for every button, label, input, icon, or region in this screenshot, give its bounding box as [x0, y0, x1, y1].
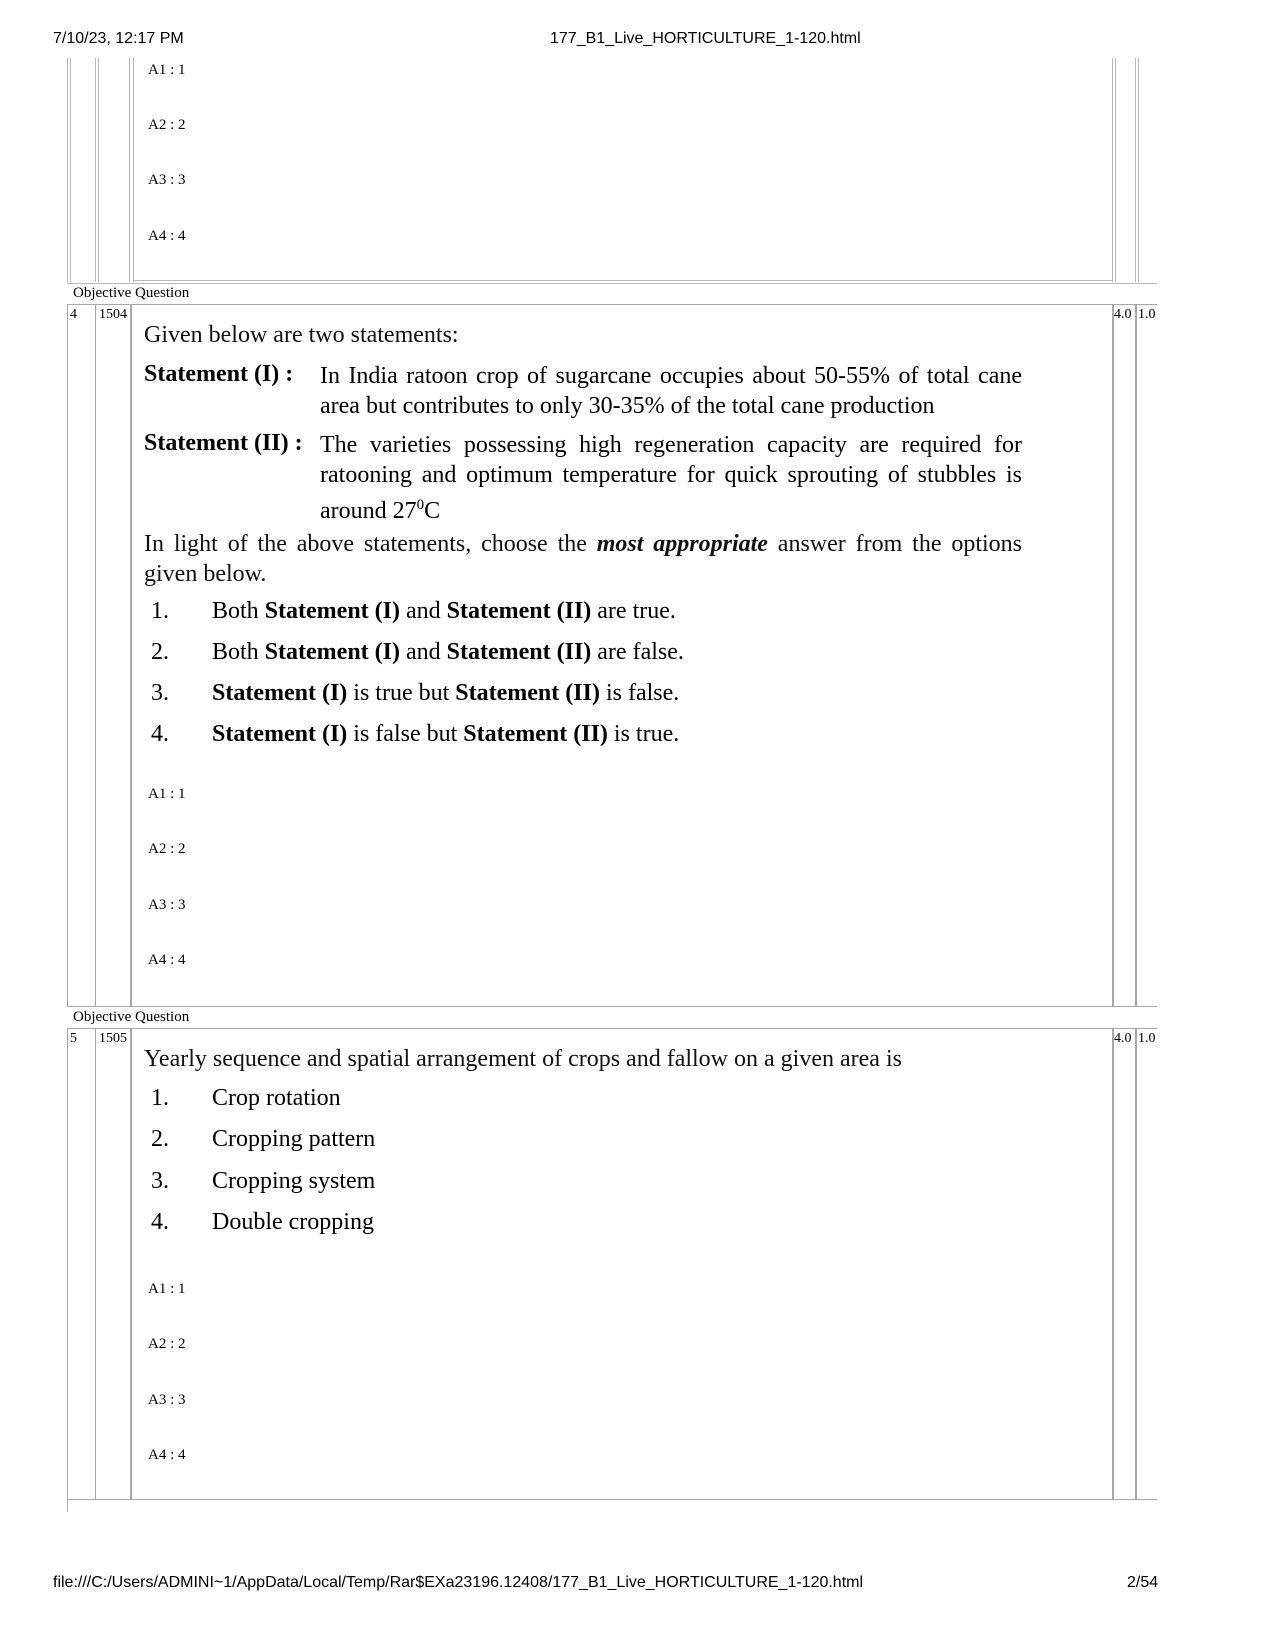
q4-option-3-number: 3. — [151, 680, 169, 706]
q5-option-2-text: Cropping pattern — [212, 1126, 376, 1152]
print-datetime: 7/10/23, 12:17 PM — [53, 30, 184, 47]
print-file-path: file:///C:/Users/ADMINI~1/AppData/Local/Temp/Rar$EXa23196.12408/177_B1_Live_HORTICULTURE_1-120.html — [53, 1574, 864, 1591]
prev-answer-2: A2 : 2 — [148, 117, 186, 133]
prev-answer-1: A1 : 1 — [148, 62, 186, 78]
q4-answer-3: A3 : 3 — [148, 897, 186, 913]
q4-marks: 4.0 — [1114, 307, 1132, 322]
q4-option-3-text: Statement (I) is true but Statement (II) is false. — [212, 680, 680, 706]
q4-prompt-emphasis: most appropriate — [596, 531, 768, 557]
q4-option-1-number: 1. — [151, 598, 169, 624]
q4-answer-1: A1 : 1 — [148, 786, 186, 802]
q4-sno-cell — [67, 304, 96, 1007]
q5-sno-cell — [67, 1028, 96, 1500]
q5-option-3-text: Cropping system — [212, 1168, 376, 1194]
q4-prompt-part-1: In light of the above statements, choose the — [144, 531, 597, 557]
q5-serial-number: 5 — [70, 1031, 77, 1046]
q4-type-label: Objective Question — [73, 285, 190, 301]
q4-answer-4: A4 : 4 — [148, 952, 186, 968]
q4-option-1-text: Both Statement (I) and Statement (II) are true. — [212, 598, 676, 624]
q4-negative-marks: 1.0 — [1138, 307, 1156, 322]
q5-option-2-number: 2. — [151, 1126, 169, 1152]
q5-question-id: 1505 — [99, 1031, 127, 1046]
q4-intro: Given below are two statements: — [144, 322, 459, 348]
print-doc-title: 177_B1_Live_HORTICULTURE_1-120.html — [550, 30, 861, 47]
q5-option-1-number: 1. — [151, 1085, 169, 1111]
q4-serial-number: 4 — [70, 307, 77, 322]
q4-option-2-text: Both Statement (I) and Statement (II) are false. — [212, 639, 684, 665]
q4-qid-cell — [95, 304, 131, 1007]
q4-statement-2-label: Statement (II) : — [144, 430, 303, 456]
q5-option-1-text: Crop rotation — [212, 1085, 341, 1111]
q5-answer-3: A3 : 3 — [148, 1392, 186, 1408]
q5-option-4-number: 4. — [151, 1209, 169, 1235]
q5-answer-4: A4 : 4 — [148, 1447, 186, 1463]
q4-prompt — [144, 529, 1022, 589]
q4-statement-1-text: In India ratoon crop of sugarcane occupies about 50-55% of total cane area but contributes to only 30-35% of the total cane production — [320, 363, 1022, 419]
q5-negative-marks: 1.0 — [1138, 1031, 1156, 1046]
q4-neg-cell — [1135, 304, 1157, 1007]
q4-option-4-number: 4. — [151, 721, 169, 747]
q5-answer-2: A2 : 2 — [148, 1336, 186, 1352]
q5-marks-cell — [1112, 1028, 1137, 1500]
q5-option-3-number: 3. — [151, 1168, 169, 1194]
q5-qid-cell — [95, 1028, 131, 1500]
q4-statement-2 — [320, 430, 1022, 526]
print-page-number: 2/54 — [1127, 1574, 1159, 1591]
q4-statement-2-unit: C — [424, 498, 441, 524]
q4-option-4-text: Statement (I) is false but Statement (II) is true. — [212, 721, 680, 747]
prev-answer-3: A3 : 3 — [148, 172, 186, 188]
q5-answer-1: A1 : 1 — [148, 1281, 186, 1297]
q4-option-2-number: 2. — [151, 639, 169, 665]
q4-prompt-part-2: answer from the options given below. — [144, 531, 1022, 587]
q4-question-id: 1504 — [99, 307, 127, 322]
q4-statement-2-text: The varieties possessing high regeneration capacity are required for ratooning and optimum temperature for quick sprouting of stubbles is around 27 — [320, 432, 1022, 524]
q5-type-label: Objective Question — [73, 1009, 190, 1025]
q5-neg-cell — [1135, 1028, 1157, 1500]
q5-option-4-text: Double cropping — [212, 1209, 374, 1235]
prev-answer-4: A4 : 4 — [148, 228, 186, 244]
q4-statement-1-label: Statement (I) : — [144, 361, 294, 387]
q4-marks-cell — [1112, 304, 1137, 1007]
q4-statement-2-superscript: 0 — [416, 497, 425, 513]
q5-marks: 4.0 — [1114, 1031, 1132, 1046]
q4-answer-2: A2 : 2 — [148, 841, 186, 857]
q5-question-text: Yearly sequence and spatial arrangement of crops and fallow on a given area is — [144, 1046, 902, 1072]
